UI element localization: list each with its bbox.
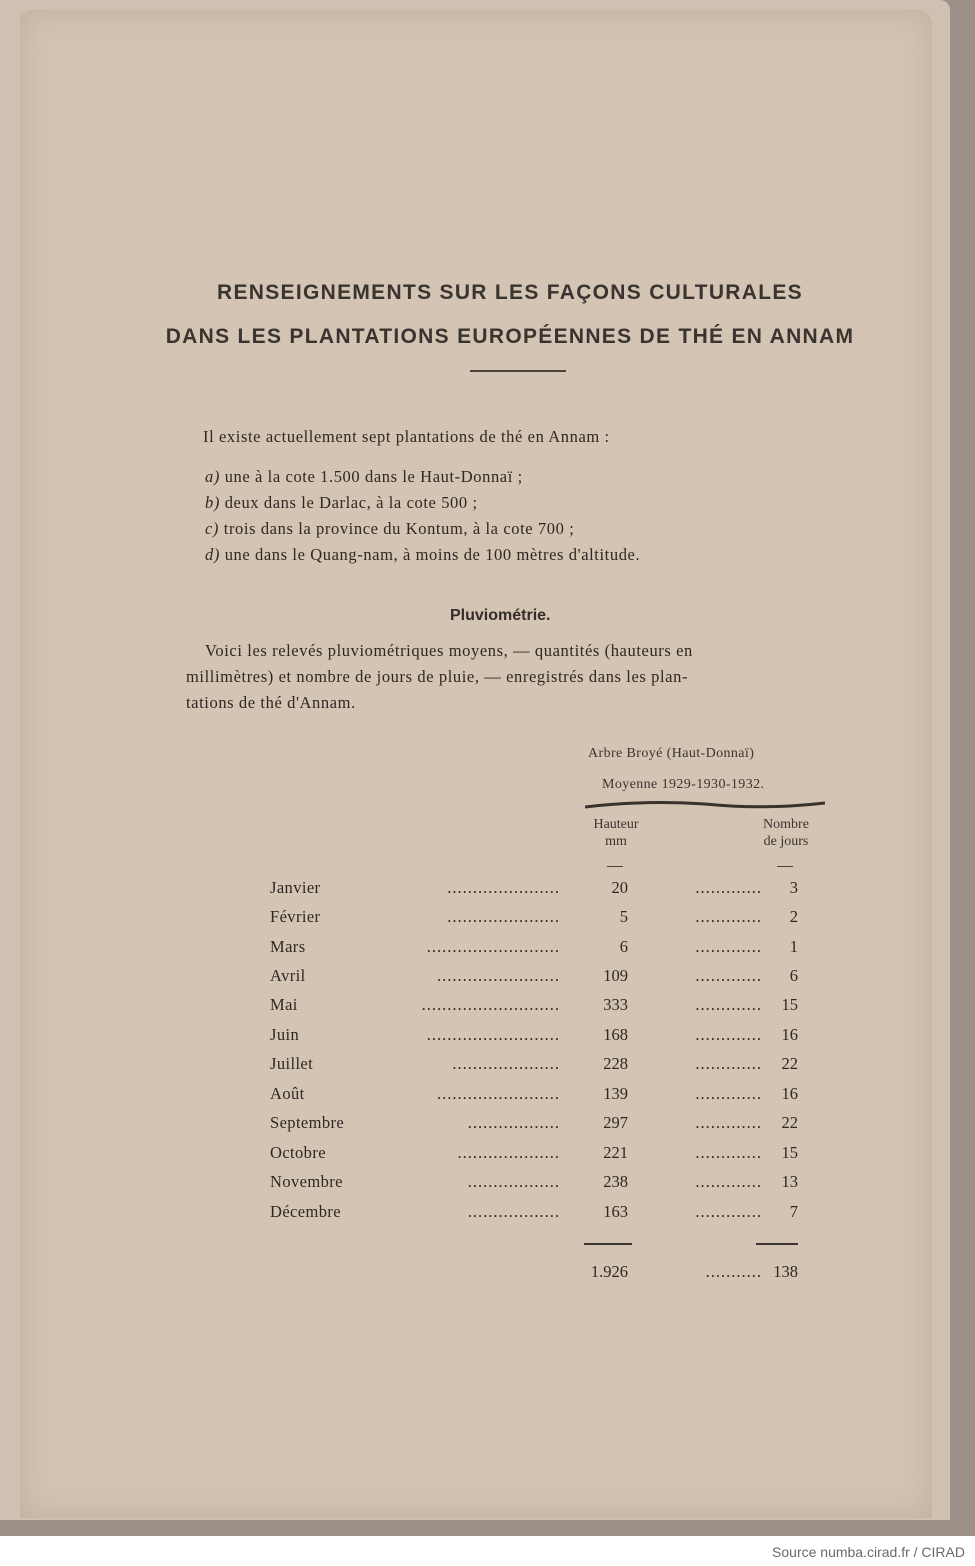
list-item-a	[205, 467, 523, 487]
row-month: Juillet	[270, 1054, 314, 1073]
leader-dots: ..........................	[426, 1025, 560, 1044]
row-month: Août	[270, 1084, 305, 1103]
leader-dots: .............	[695, 966, 762, 985]
table-row	[270, 992, 798, 1018]
paragraph-line-1: Voici les relevés pluviométriques moyens, — quantités (hauteurs en	[205, 641, 693, 660]
column-header-days-line-1: Nombre	[763, 817, 809, 832]
row-days: 16	[781, 1025, 798, 1044]
row-month: Janvier	[270, 878, 321, 897]
table-station: Arbre Broyé (Haut-Donnaï)	[588, 746, 755, 761]
row-height: 109	[603, 966, 628, 985]
document-page	[20, 10, 932, 1518]
total-days: 138	[773, 1262, 798, 1281]
list-marker: b)	[205, 493, 220, 512]
title-line-1: RENSEIGNEMENTS SUR LES FAÇONS CULTURALES	[217, 281, 803, 304]
title-line-2: DANS LES PLANTATIONS EUROPÉENNES DE THÉ EN ANNAM	[165, 325, 855, 348]
table-total-row	[270, 1259, 798, 1285]
row-days: 13	[781, 1172, 798, 1191]
row-month: Décembre	[270, 1202, 341, 1221]
leader-dots: ..................	[467, 1113, 560, 1132]
leader-dots: .............	[695, 1143, 762, 1162]
list-marker: d)	[205, 545, 220, 564]
table-row	[270, 1140, 798, 1166]
total-rule-days	[756, 1243, 798, 1245]
row-days: 22	[781, 1113, 798, 1132]
leader-dots: .............	[695, 937, 762, 956]
row-month: Octobre	[270, 1143, 326, 1162]
list-text: deux dans le Darlac, à la cote 500 ;	[224, 493, 478, 512]
row-month: Septembre	[270, 1113, 345, 1132]
row-height: 228	[603, 1054, 628, 1073]
table-row	[270, 1051, 798, 1077]
table-row	[270, 1169, 798, 1195]
table-row	[270, 875, 798, 901]
list-item-b	[205, 493, 478, 513]
leader-dots: .............	[695, 995, 762, 1014]
leader-dots: .............	[695, 1202, 762, 1221]
title-rule	[470, 370, 566, 372]
row-days: 2	[789, 907, 798, 926]
row-height: 238	[603, 1172, 628, 1191]
column-header-height-line-2: mm	[605, 834, 627, 849]
row-height: 5	[619, 907, 628, 926]
leader-dots: ....................	[457, 1143, 560, 1162]
row-height: 6	[619, 937, 628, 956]
list-text: une à la cote 1.500 dans le Haut-Donnaï ;	[224, 467, 523, 486]
column-header-days-line-2: de jours	[763, 834, 809, 849]
leader-dots: .............	[695, 907, 762, 926]
leader-dots: .............	[695, 878, 762, 897]
list-text: trois dans la province du Kontum, à la cote 700 ;	[223, 519, 575, 538]
leader-dots: .............	[695, 1054, 762, 1073]
table-row	[270, 1110, 798, 1136]
paragraph-line-3: tations de thé d'Annam.	[186, 693, 356, 712]
leader-dots: ......................	[447, 878, 560, 897]
row-days: 1	[789, 937, 798, 956]
section-heading: Pluviométrie.	[450, 607, 551, 624]
total-rule-height	[584, 1243, 632, 1245]
row-month: Mai	[270, 995, 298, 1014]
row-days: 6	[789, 966, 798, 985]
leader-dots: ..........................	[426, 937, 560, 956]
leader-dots: ...........................	[421, 995, 560, 1014]
column-dash-days	[777, 866, 793, 867]
table-row	[270, 1199, 798, 1225]
list-item-c	[205, 519, 574, 539]
row-height: 168	[603, 1025, 628, 1044]
column-header-days	[742, 816, 830, 850]
leader-dots: ..................	[467, 1202, 560, 1221]
row-month: Novembre	[270, 1172, 343, 1191]
row-height: 163	[603, 1202, 628, 1221]
paragraph-line-2: millimètres) et nombre de jours de pluie, — enregistrés dans les plan-	[186, 667, 689, 686]
row-days: 15	[781, 995, 798, 1014]
row-month: Février	[270, 907, 321, 926]
list-text: une dans le Quang-nam, à moins de 100 mètres d'altitude.	[224, 545, 641, 564]
table-row	[270, 963, 798, 989]
row-days: 3	[789, 878, 798, 897]
row-height: 221	[603, 1143, 628, 1162]
row-height: 333	[603, 995, 628, 1014]
leader-dots: .............	[695, 1113, 762, 1132]
list-item-d	[205, 545, 640, 565]
leader-dots: .............	[695, 1084, 762, 1103]
total-height: 1.926	[590, 1262, 628, 1281]
row-height: 297	[603, 1113, 628, 1132]
leader-dots: .............	[695, 1172, 762, 1191]
list-marker: a)	[205, 467, 220, 486]
leader-dots: .............	[695, 1025, 762, 1044]
row-height: 139	[603, 1084, 628, 1103]
column-dash-height	[607, 866, 623, 867]
source-credit: Source numba.cirad.fr / CIRAD	[772, 1544, 965, 1560]
list-marker: c)	[205, 519, 220, 538]
leader-dots: ......................	[447, 907, 560, 926]
row-month: Mars	[270, 937, 306, 956]
row-month: Avril	[270, 966, 306, 985]
table-row	[270, 1081, 798, 1107]
row-days: 22	[781, 1054, 798, 1073]
wavy-rule	[585, 798, 825, 816]
leader-dots: ........................	[437, 1084, 560, 1103]
intro-text: Il existe actuellement sept plantations de thé en Annam :	[203, 427, 610, 446]
leader-dots: ..................	[467, 1172, 560, 1191]
table-row	[270, 934, 798, 960]
table-row	[270, 904, 798, 930]
row-days: 7	[789, 1202, 798, 1221]
row-days: 16	[781, 1084, 798, 1103]
leader-dots: ...........	[705, 1262, 762, 1281]
table-row	[270, 1022, 798, 1048]
leader-dots: ........................	[437, 966, 560, 985]
column-header-height	[578, 816, 654, 850]
row-month: Juin	[270, 1025, 300, 1044]
leader-dots: .....................	[452, 1054, 560, 1073]
row-days: 15	[781, 1143, 798, 1162]
column-header-height-line-1: Hauteur	[593, 817, 639, 832]
table-period: Moyenne 1929-1930-1932.	[602, 777, 765, 792]
row-height: 20	[611, 878, 628, 897]
